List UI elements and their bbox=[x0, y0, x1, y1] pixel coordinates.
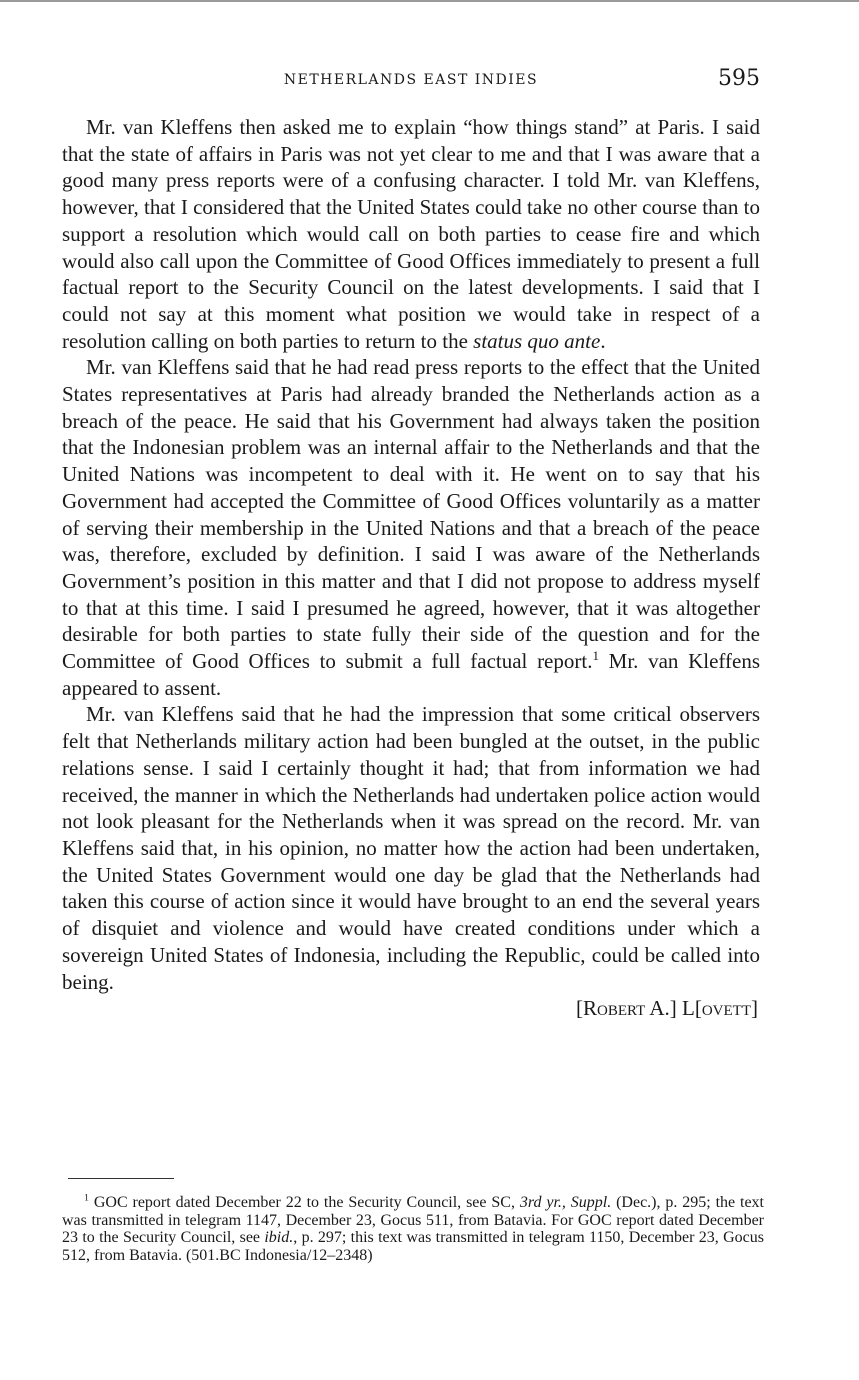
paragraph-2-text: Mr. van Kleffens said that he had read press reports to the effect that the United States representatives at Paris had already branded the Netherlands action as a breach of the peace. He said that his Government had always taken the position that the Indonesian problem was an internal affair to the Netherlands and that the United Nations was incompetent to deal with it. He went on to say that his Government had accepted the Committee of Good Offices voluntarily as a matter of serving their membership in the United Nations and that a breach of the peace was, therefore, excluded by definition. I said I was aware of the Netherlands Government’s position in this matter and that I did not propose to address myself to that at this time. I said I presumed he agreed, however, that it was altogether desirable for both parties to state fully their side of the question and for the Committee of Good Offices to submit a full factual report. bbox=[62, 355, 760, 674]
paragraph-1 bbox=[62, 114, 760, 354]
paragraph-2-end: Mr. van Kleffens appeared to assent. bbox=[62, 649, 760, 700]
top-border-line bbox=[0, 0, 859, 2]
main-text bbox=[62, 114, 760, 1022]
signature-bracket: [ bbox=[575, 996, 583, 1021]
paragraph-2 bbox=[62, 354, 760, 701]
footnote-divider bbox=[68, 1178, 174, 1179]
signature-first-name: Robert A. bbox=[582, 996, 670, 1021]
paragraph-3: Mr. van Kleffens said that he had the impression that some critical observers felt that Netherlands military action had been bungled at the outset, in the public relations sense. I said I certainly thought it had; that from information we had received, the manner in which the Netherlands had undertaken police action would not look pleasant for the Netherlands when it was spread on the record. Mr. van Kleffens said that, in his opinion, no matter how the action had been undertaken, the United States Government would one day be glad that the Netherlands had taken this course of action since it would have brought to an end the several years of disquiet and violence and would have created conditions under which a sovereign United States of Indonesia, including the Republic, could be called into being. bbox=[62, 702, 760, 994]
running-header bbox=[62, 66, 760, 100]
footnote-1 bbox=[62, 1194, 764, 1264]
paragraph-1-text: Mr. van Kleffens then asked me to explain “how things stand” at Paris. I said that the state of affairs in Paris was not yet clear to me and that I was aware that a good many press reports were of a confusing character. I told Mr. van Kleffens, however, that I considered that the United States could take no other course than to support a resolution which would call on both parties to cease fire and which would also call upon the Committee of Good Offices immediately to present a full factual report to the Security Council on the latest developments. I said that I could not say at this moment what position we would take in respect of a resolution calling on both parties to return to the bbox=[62, 115, 760, 353]
footnote-marker: 1 bbox=[84, 1192, 89, 1204]
signature-bracket-close: ] bbox=[751, 996, 758, 1021]
signature-last-name: ovett bbox=[701, 996, 751, 1021]
page-number: 595 bbox=[718, 66, 760, 91]
footnote-text-2: (Dec.), p. 295; the text was transmitted in telegram 1147, December 23, Gocus 511, from Batavia. For GOC report dated December 23 to the Security Council, see bbox=[62, 1194, 765, 1247]
footnotes bbox=[62, 1194, 764, 1264]
paragraph-1-end: . bbox=[600, 328, 606, 353]
signature bbox=[62, 995, 760, 1022]
footnote-text-3: , p. 297; this text was transmitted in telegram 1150, December 23, Gocus 512, from Batavia. (501.BC Indonesia/12–2348) bbox=[62, 1229, 765, 1264]
footnote-reference[interactable]: 1 bbox=[592, 648, 599, 664]
footnote-text-1: GOC report dated December 22 to the Security Council, see SC, bbox=[88, 1194, 520, 1211]
footnote-italic-1: 3rd yr., Suppl. bbox=[519, 1194, 612, 1211]
footnote-italic-2: ibid. bbox=[264, 1229, 294, 1247]
signature-mid: ] L[ bbox=[669, 996, 702, 1021]
running-title: NETHERLANDS EAST INDIES bbox=[283, 72, 539, 88]
italic-phrase: status quo ante bbox=[473, 328, 601, 353]
